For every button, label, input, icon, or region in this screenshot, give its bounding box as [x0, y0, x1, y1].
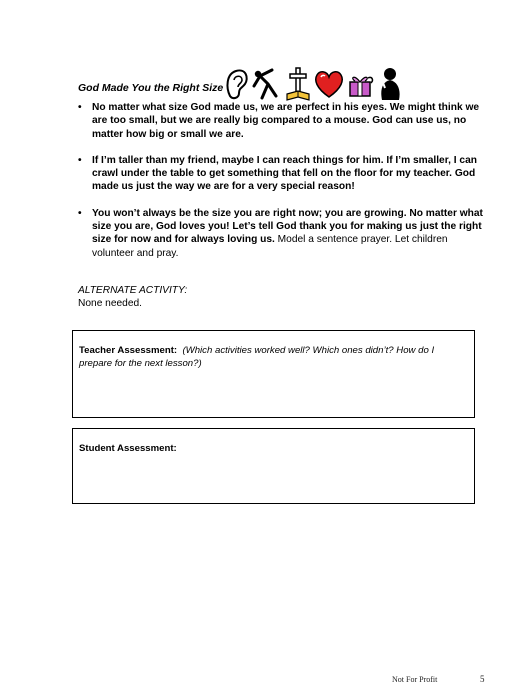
bullet-mark: •	[78, 207, 82, 219]
alternate-activity	[78, 285, 187, 310]
teacher-assessment-box[interactable]	[72, 330, 475, 418]
alternate-activity-text: None needed.	[78, 297, 143, 309]
heart-icon	[312, 66, 346, 102]
discussion-points	[78, 101, 490, 273]
list-item	[78, 207, 490, 260]
page-number: 5	[480, 674, 485, 684]
footer-text: Not For Profit	[392, 675, 438, 684]
clipart-strip	[224, 66, 484, 102]
bullet-text-bold: If I’m taller than my friend, maybe I can reach things for him. If I’m smaller, I can crawl under the table to get something that fell on the floor for my teacher. God made us just the way we are for a very special reason!	[92, 154, 477, 193]
bullet-text: Model a sentence prayer. Let children volunteer and pray.	[92, 234, 448, 259]
teacher-assessment-hint: (Which activities worked well? Which ones didn’t? How do I prepare for the next lesson?)	[79, 345, 435, 369]
praying-child-icon	[374, 66, 404, 102]
bullet-mark: •	[78, 102, 82, 113]
section-header	[78, 66, 478, 102]
list-item	[78, 101, 490, 141]
student-assessment-box[interactable]	[72, 428, 475, 504]
bullet-mark: •	[78, 154, 82, 166]
stretching-person-icon	[250, 66, 286, 102]
teacher-assessment-label: Teacher Assessment:	[79, 345, 178, 356]
gift-icon	[346, 66, 376, 102]
cross-bible-icon	[284, 66, 312, 102]
section-title: God Made You the Right Size	[78, 82, 224, 94]
list-item	[78, 154, 490, 194]
bullet-text-bold: No matter what size God made us, we are perfect in his eyes. We might think we are too small, but we are really big compared to a mouse. God can use us, no matter how big or small we are.	[92, 102, 480, 140]
ear-icon	[224, 66, 250, 102]
alternate-activity-heading: ALTERNATE ACTIVITY:	[78, 285, 188, 296]
student-assessment-label: Student Assessment:	[79, 443, 177, 454]
bullet-text-bold: You won’t always be the size you are right now; you are growing. No matter what size you are, God loves you! Let’s tell God thank you for making us just the right size for now and for always loving us.	[92, 207, 483, 246]
